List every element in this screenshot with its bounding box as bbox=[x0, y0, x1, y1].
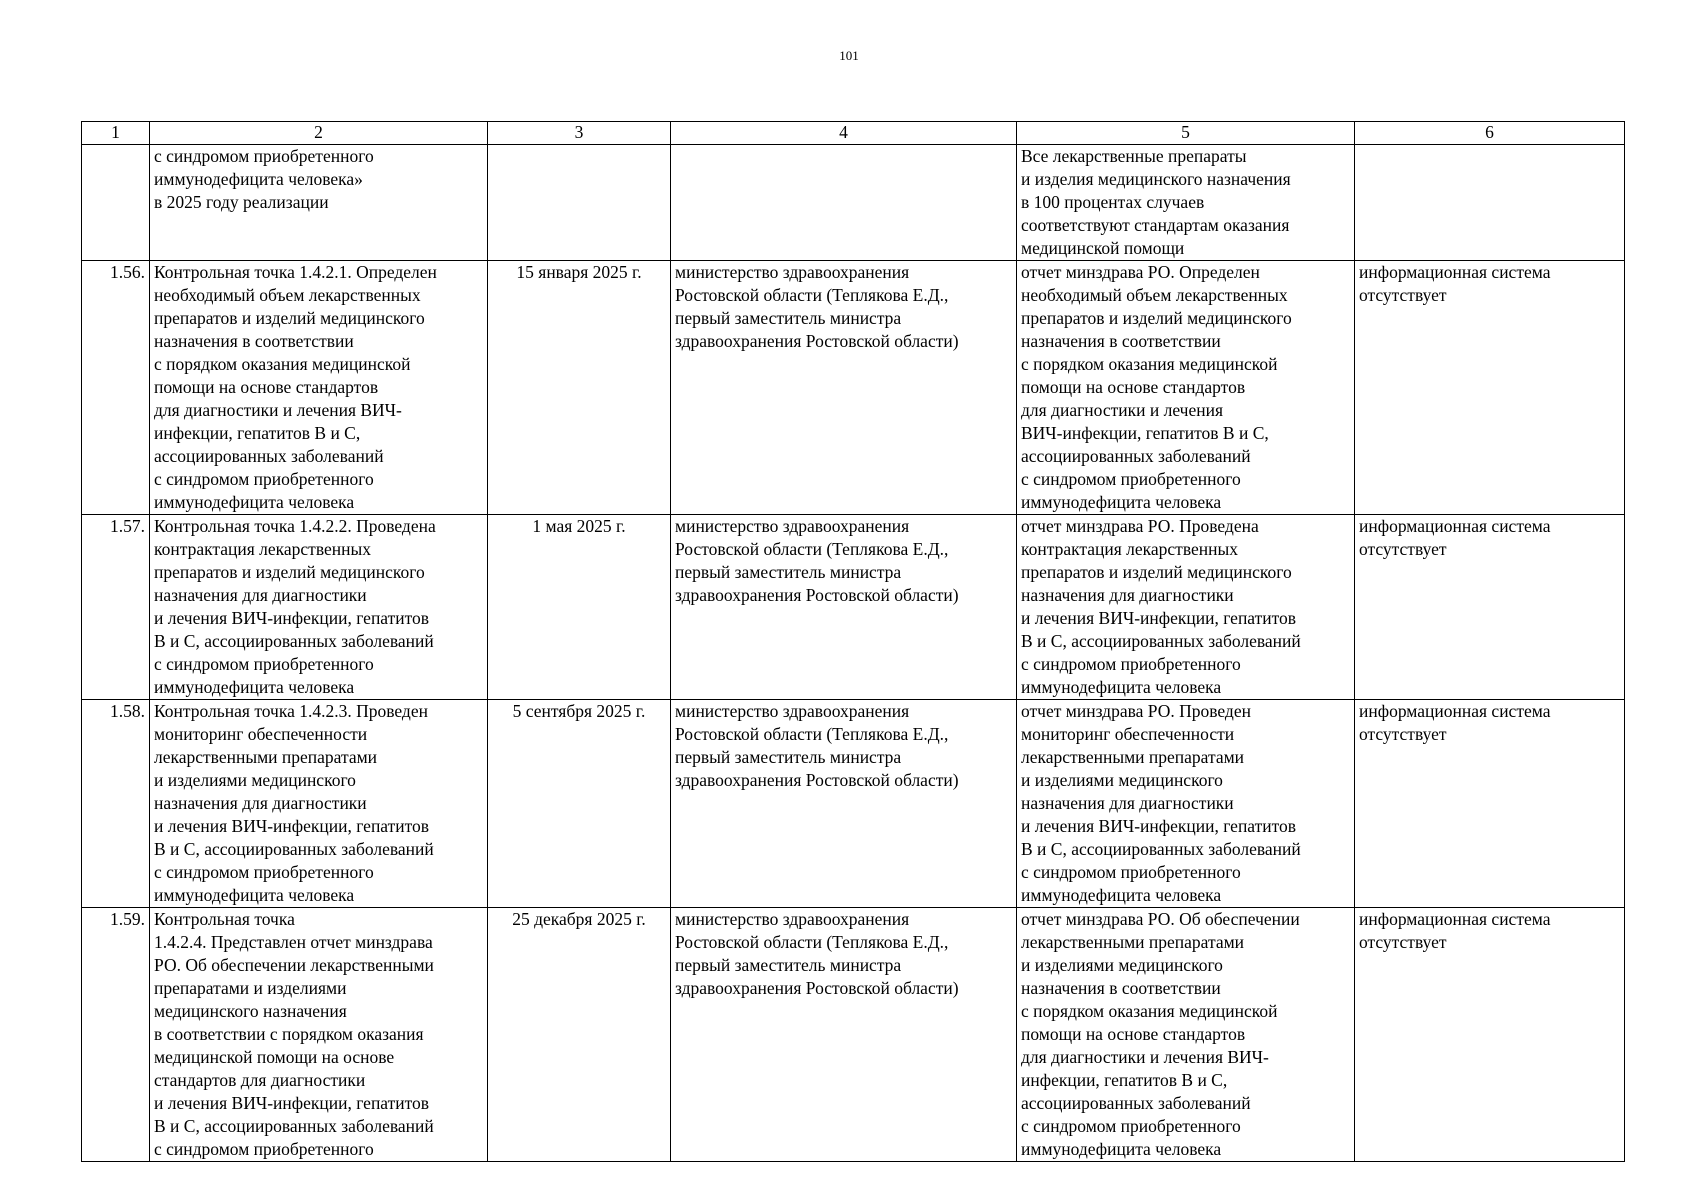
result-cell: отчет минздрава РО. Проведен мониторинг обеспеченности лекарственными препаратами и изделиями медицинского назначения для диагностики и лечения ВИЧ-инфекции, гепатитов В и С, ассоциированных заболеваний с синдромом приобретенного иммунодефицита человека bbox=[1017, 700, 1355, 908]
system-cell: информационная система отсутствует bbox=[1355, 515, 1625, 700]
result-cell: отчет минздрава РО. Определен необходимый объем лекарственных препаратов и изделий медицинского назначения в соответствии с порядком оказания медицинской помощи на основе стандартов для диагностики и лечения ВИЧ-инфекции, гепатитов В и С, ассоциированных заболеваний с синдромом приобретенного иммунодефицита человека bbox=[1017, 261, 1355, 515]
row-number: 1.57. bbox=[82, 515, 150, 700]
table-row bbox=[82, 145, 1625, 261]
header-col-6: 6 bbox=[1355, 122, 1625, 145]
row-number bbox=[82, 145, 150, 261]
system-cell bbox=[1355, 145, 1625, 261]
date-cell: 5 сентября 2025 г. bbox=[488, 700, 671, 908]
result-cell: отчет минздрава РО. Об обеспечении лекарственными препаратами и изделиями медицинского назначения в соответствии с порядком оказания медицинской помощи на основе стандартов для диагностики и лечения ВИЧ- инфекции, гепатитов В и С, ассоциированных заболеваний с синдромом приобретенного иммунодефицита человека bbox=[1017, 908, 1355, 1162]
responsible-cell: министерство здравоохранения Ростовской области (Теплякова Е.Д., первый заместитель министра здравоохранения Ростовской области) bbox=[671, 261, 1017, 515]
system-cell: информационная система отсутствует bbox=[1355, 261, 1625, 515]
event-cell: Контрольная точка 1.4.2.4. Представлен отчет минздрава РО. Об обеспечении лекарственными препаратами и изделиями медицинского назначения в соответствии с порядком оказания медицинской помощи на основе стандартов для диагностики и лечения ВИЧ-инфекции, гепатитов В и С, ассоциированных заболеваний с синдромом приобретенного bbox=[150, 908, 488, 1162]
date-cell: 15 января 2025 г. bbox=[488, 261, 671, 515]
row-number: 1.56. bbox=[82, 261, 150, 515]
header-col-4: 4 bbox=[671, 122, 1017, 145]
event-cell: Контрольная точка 1.4.2.2. Проведена контрактация лекарственных препаратов и изделий медицинского назначения для диагностики и лечения ВИЧ-инфекции, гепатитов В и С, ассоциированных заболеваний с синдромом приобретенного иммунодефицита человека bbox=[150, 515, 488, 700]
table-row bbox=[82, 261, 1625, 515]
header-col-3: 3 bbox=[488, 122, 671, 145]
responsible-cell: министерство здравоохранения Ростовской области (Теплякова Е.Д., первый заместитель министра здравоохранения Ростовской области) bbox=[671, 515, 1017, 700]
header-col-2: 2 bbox=[150, 122, 488, 145]
result-cell: Все лекарственные препараты и изделия медицинского назначения в 100 процентах случаев соответствуют стандартам оказания медицинской помощи bbox=[1017, 145, 1355, 261]
responsible-cell: министерство здравоохранения Ростовской области (Теплякова Е.Д., первый заместитель министра здравоохранения Ростовской области) bbox=[671, 700, 1017, 908]
event-cell: Контрольная точка 1.4.2.1. Определен необходимый объем лекарственных препаратов и изделий медицинского назначения в соответствии с порядком оказания медицинской помощи на основе стандартов для диагностики и лечения ВИЧ- инфекции, гепатитов В и С, ассоциированных заболеваний с синдромом приобретенного иммунодефицита человека bbox=[150, 261, 488, 515]
date-cell: 1 мая 2025 г. bbox=[488, 515, 671, 700]
row-number: 1.59. bbox=[82, 908, 150, 1162]
responsible-cell bbox=[671, 145, 1017, 261]
header-col-1: 1 bbox=[82, 122, 150, 145]
date-cell bbox=[488, 145, 671, 261]
result-cell: отчет минздрава РО. Проведена контрактация лекарственных препаратов и изделий медицинского назначения для диагностики и лечения ВИЧ-инфекции, гепатитов В и С, ассоциированных заболеваний с синдромом приобретенного иммунодефицита человека bbox=[1017, 515, 1355, 700]
row-number: 1.58. bbox=[82, 700, 150, 908]
event-cell: Контрольная точка 1.4.2.3. Проведен мониторинг обеспеченности лекарственными препаратами и изделиями медицинского назначения для диагностики и лечения ВИЧ-инфекции, гепатитов В и С, ассоциированных заболеваний с синдромом приобретенного иммунодефицита человека bbox=[150, 700, 488, 908]
responsible-cell: министерство здравоохранения Ростовской области (Теплякова Е.Д., первый заместитель министра здравоохранения Ростовской области) bbox=[671, 908, 1017, 1162]
table-row bbox=[82, 700, 1625, 908]
system-cell: информационная система отсутствует bbox=[1355, 700, 1625, 908]
table-row bbox=[82, 515, 1625, 700]
plan-table bbox=[81, 121, 1625, 1162]
event-cell: с синдромом приобретенного иммунодефицита человека» в 2025 году реализации bbox=[150, 145, 488, 261]
system-cell: информационная система отсутствует bbox=[1355, 908, 1625, 1162]
header-col-5: 5 bbox=[1017, 122, 1355, 145]
table-row bbox=[82, 908, 1625, 1162]
header-row bbox=[82, 122, 1625, 145]
page-number: 101 bbox=[839, 48, 859, 63]
date-cell: 25 декабря 2025 г. bbox=[488, 908, 671, 1162]
